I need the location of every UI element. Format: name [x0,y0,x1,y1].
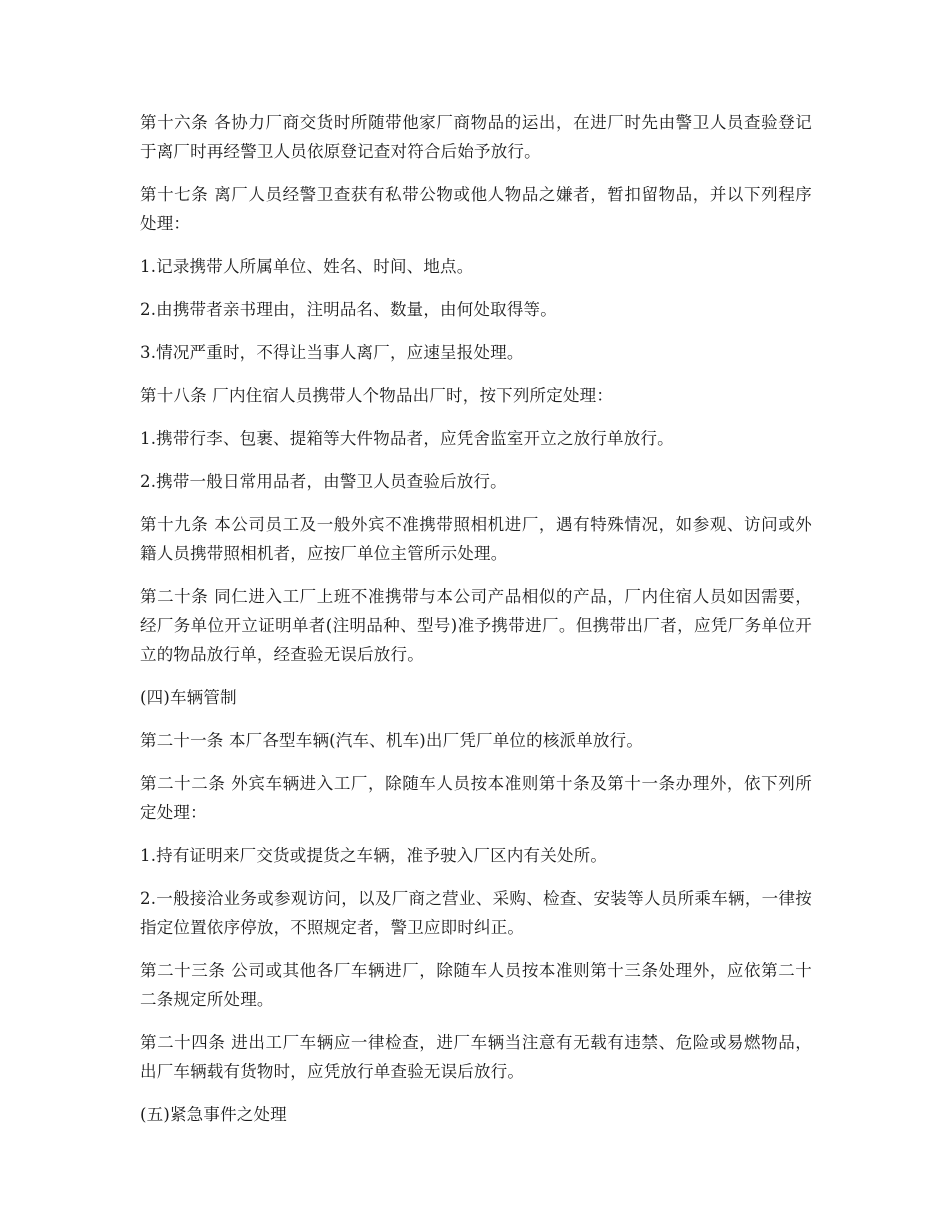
article-20: 第二十条 同仁进入工厂上班不准携带与本公司产品相似的产品，厂内住宿人员如因需要，经厂务单位开立证明单者(注明品种、型号)准予携带进厂。但携带出厂者，应凭厂务单位开立的物品放行单，经查验无误后放行。 [140,587,812,664]
article-22-item-2: 2.一般接洽业务或参观访问，以及厂商之营业、采购、检查、安装等人员所乘车辆，一律按指定位置依序停放，不照规定者，警卫应即时纠正。 [140,889,812,937]
article-19: 第十九条 本公司员工及一般外宾不准携带照相机进厂，遇有特殊情况，如参观、访问或外籍人员携带照相机者，应按厂单位主管所示处理。 [140,515,812,563]
article-18-item-2: 2.携带一般日常用品者，由警卫人员查验后放行。 [140,472,507,491]
section-heading-emergency-handling: (五)紧急事件之处理 [140,1105,287,1124]
article-23: 第二十三条 公司或其他各厂车辆进厂，除随车人员按本准则第十三条处理外，应依第二十二条规定所处理。 [140,961,812,1009]
article-16: 第十六条 各协力厂商交货时所随带他家厂商物品的运出，在进厂时先由警卫人员查验登记于离厂时再经警卫人员依原登记查对符合后始予放行。 [140,113,812,161]
article-21: 第二十一条 本厂各型车辆(汽车、机车)出厂凭厂单位的核派单放行。 [140,731,644,750]
article-18: 第十八条 厂内住宿人员携带人个物品出厂时，按下列所定处理： [140,386,614,405]
article-17-item-2: 2.由携带者亲书理由，注明品名、数量，由何处取得等。 [140,300,557,319]
article-17: 第十七条 离厂人员经警卫查获有私带公物或他人物品之嫌者，暂扣留物品，并以下列程序处理： [140,185,812,233]
article-22: 第二十二条 外宾车辆进入工厂，除随车人员按本准则第十条及第十一条办理外，依下列所定处理： [140,774,812,822]
article-17-item-3: 3.情况严重时，不得让当事人离厂，应速呈报处理。 [140,343,524,362]
article-24: 第二十四条 进出工厂车辆应一律检查，进厂车辆当注意有无载有违禁、危险或易燃物品，出厂车辆载有货物时，应凭放行单查验无误后放行。 [140,1033,812,1081]
section-heading-vehicle-control: (四)车辆管制 [140,688,237,707]
article-18-item-1: 1.携带行李、包裹、提箱等大件物品者，应凭舍监室开立之放行单放行。 [140,429,674,448]
article-17-item-1: 1.记录携带人所属单位、姓名、时间、地点。 [140,257,474,276]
document-body [140,108,812,1143]
article-22-item-1: 1.持有证明来厂交货或提货之车辆，准予驶入厂区内有关处所。 [140,846,608,865]
